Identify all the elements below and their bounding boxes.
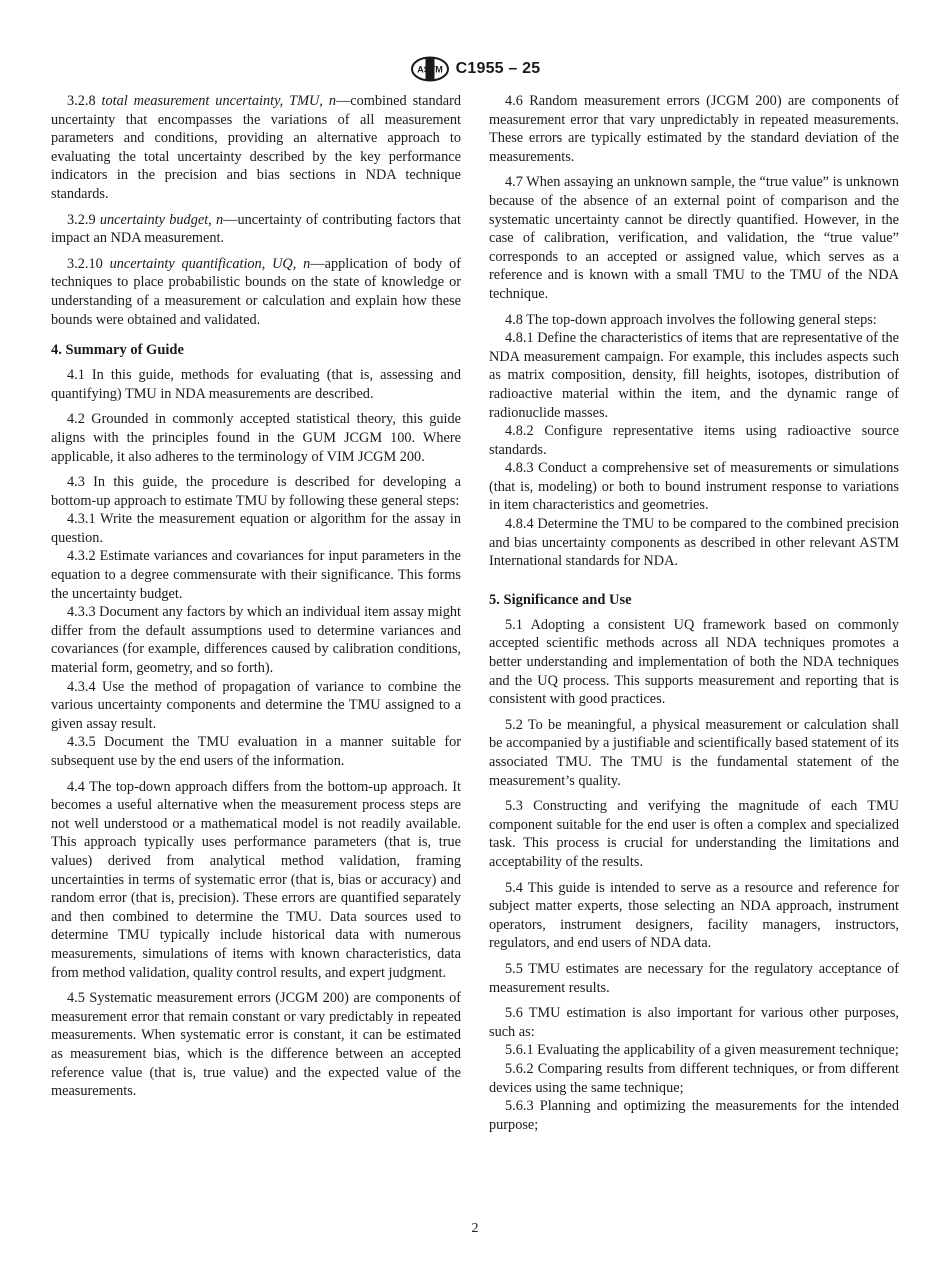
paragraph-4-3-3: 4.3.3 Document any factors by which an individual item assay might differ from the default assumptions used to determine variances and covariances (for example, differences caused by calibration conditions, material form, geometry, and so forth). (51, 604, 461, 677)
paragraph-5-6: 5.6 TMU estimation is also important for various other purposes, such as: (489, 1005, 899, 1040)
paragraph-4-4: 4.4 The top-down approach differs from the bottom-up approach. It becomes a useful alternative when the measurement process steps are not well understood or a mathematical model is not readily available. This approach typically uses performance parameters (that is, true values) derived from analytical method validation, framing uncertainties in terms of systematic error (that is, bias or accuracy) and random error (that is, precision). These errors are quantified separately and then combined to determine the TMU. Data sources used to determine TMU typically include historical data with numerous measurements, simulations of items with known characteristics, data from method validation, quality control results, and expert judgment. (51, 778, 461, 981)
paragraph-5-1: 5.1 Adopting a consistent UQ framework based on commonly accepted scientific methods across all NDA techniques promotes a better understanding and implementation of both the NDA techniques and the UQ process. This supports measurement and reporting that is consistent with good practices. (489, 616, 899, 708)
paragraph-4-3: 4.3 In this guide, the procedure is described for developing a bottom-up approach to estimate TMU by following these general steps: (51, 474, 461, 509)
paragraph-4-2: 4.2 Grounded in commonly accepted statistical theory, this guide aligns with the principles found in the GUM JCGM 100. Where applicable, it also adheres to the terminology of VIM JCGM 200. (51, 411, 461, 465)
paragraph-4-8-4: 4.8.4 Determine the TMU to be compared to the combined precision and bias uncertainty components as described in other relevant ASTM International standards for NDA. (489, 516, 899, 570)
section-5-heading: 5. Significance and Use (489, 591, 632, 608)
astm-logo-icon (410, 56, 450, 82)
paragraph-4-3-2: 4.3.2 Estimate variances and covariances for input parameters in the equation to a degree commensurate with their significance. This forms the uncertainty budget. (51, 548, 461, 602)
definition-3-2-9: 3.2.9 uncertainty budget, n—uncertainty of contributing factors that impact an NDA measurement. (51, 211, 461, 247)
term: total measurement uncertainty, TMU, n (101, 93, 336, 109)
document-designation: C1955 – 25 (455, 60, 541, 77)
logo-lettering: ASTM (416, 64, 443, 75)
definition-3-2-10: 3.2.10 uncertainty quantification, UQ, n—application of body of techniques to place probabilistic bounds on the state of knowledge or understanding of a measurement or calculation and explain how these bounds were obtained and validated. (51, 255, 461, 328)
paragraph-4-8-2: 4.8.2 Configure representative items using radioactive source standards. (489, 423, 899, 458)
paragraph-4-8-1: 4.8.1 Define the characteristics of items that are representative of the NDA measurement campaign. For example, this includes aspects such as matrix composition, density, fill heights, isotopes, distribution of radioactive material within the item, and the dynamic range of radionuclide masses. (489, 330, 899, 421)
paragraph-5-6-1: 5.6.1 Evaluating the applicability of a given measurement technique; (505, 1042, 899, 1059)
section-4-heading: 4. Summary of Guide (51, 342, 184, 359)
paragraph-4-7: 4.7 When assaying an unknown sample, the “true value” is unknown because of the absence of an external point of comparison and the systematic uncertainty cannot be directly quantified. However, in the case of calibration, verification, and validation, the “true value” corresponds to an accepted or assigned value, which serves as a reference and is known with a small TMU to the TMU of the NDA technique. (489, 174, 899, 302)
paragraph-5-2: 5.2 To be meaningful, a physical measurement or calculation shall be accompanied by a justifiable and scientifically based statement of its associated TMU. The TMU is the fundamental statement of the measurement’s quality. (489, 716, 899, 789)
paragraph-5-4: 5.4 This guide is intended to serve as a resource and reference for subject matter experts, those selecting an NDA approach, instrument operators, instrument designers, facility managers, instructors, regulators, and end users of NDA data. (489, 879, 899, 952)
paragraph-4-3-1: 4.3.1 Write the measurement equation or algorithm for the assay in question. (51, 511, 461, 546)
paragraph-5-6-3: 5.6.3 Planning and optimizing the measurements for the intended purpose; (489, 1098, 899, 1133)
paragraph-5-6-2: 5.6.2 Comparing results from different techniques, or from different devices using the same technique; (489, 1060, 899, 1096)
paragraph-5-3: 5.3 Constructing and verifying the magnitude of each TMU component suitable for the end user is often a complex and specialized task. This process is crucial for understanding the limitations and acceptability of the results. (489, 798, 899, 870)
right-column (489, 92, 899, 1134)
paragraph-5-5: 5.5 TMU estimates are necessary for the regulatory acceptance of measurement results. (489, 960, 899, 996)
paragraph-4-5: 4.5 Systematic measurement errors (JCGM 200) are components of measurement error that remain constant or vary predictably in repeated measurements. When systematic error is constant, it can be estimated as measurement bias, which is the difference between an accepted reference value (that is, true value) and the expected value of the measurements. (51, 990, 461, 1100)
paragraph-4-3-5: 4.3.5 Document the TMU evaluation in a manner suitable for subsequent use by the end users of the information. (51, 734, 461, 769)
paragraph-4-1: 4.1 In this guide, methods for evaluating (that is, assessing and quantifying) TMU in NDA measurements are described. (51, 367, 461, 402)
term: uncertainty quantification, UQ, n (109, 255, 311, 272)
term: uncertainty budget, n (99, 211, 224, 228)
paragraph-4-6: 4.6 Random measurement errors (JCGM 200) are components of measurement error that vary unpredictably in repeated measurements. These errors are typically estimated by the standard deviation of the measurements. (489, 93, 899, 165)
left-column (51, 92, 461, 1108)
paragraph-4-8: 4.8 The top-down approach involves the following general steps: (505, 311, 877, 328)
definition-3-2-8: 3.2.8 total measurement uncertainty, TMU, n—combined standard uncertainty that encompasses the variations of all measurement parameters and conditions, providing an alternative approach to evaluating the total uncertainty described by the key performance indicators in the precision and bias sections in NDA technique standards. (51, 93, 462, 202)
page-number: 2 (471, 1221, 479, 1236)
page-header (0, 56, 950, 82)
paragraph-4-8-3: 4.8.3 Conduct a comprehensive set of measurements or simulations (that is, modeling) or both to bound instrument response to variations in item characteristics and geometries. (489, 460, 899, 514)
paragraph-4-3-4: 4.3.4 Use the method of propagation of variance to combine the various uncertainty components and determine the TMU assigned to a given assay result. (51, 678, 461, 732)
